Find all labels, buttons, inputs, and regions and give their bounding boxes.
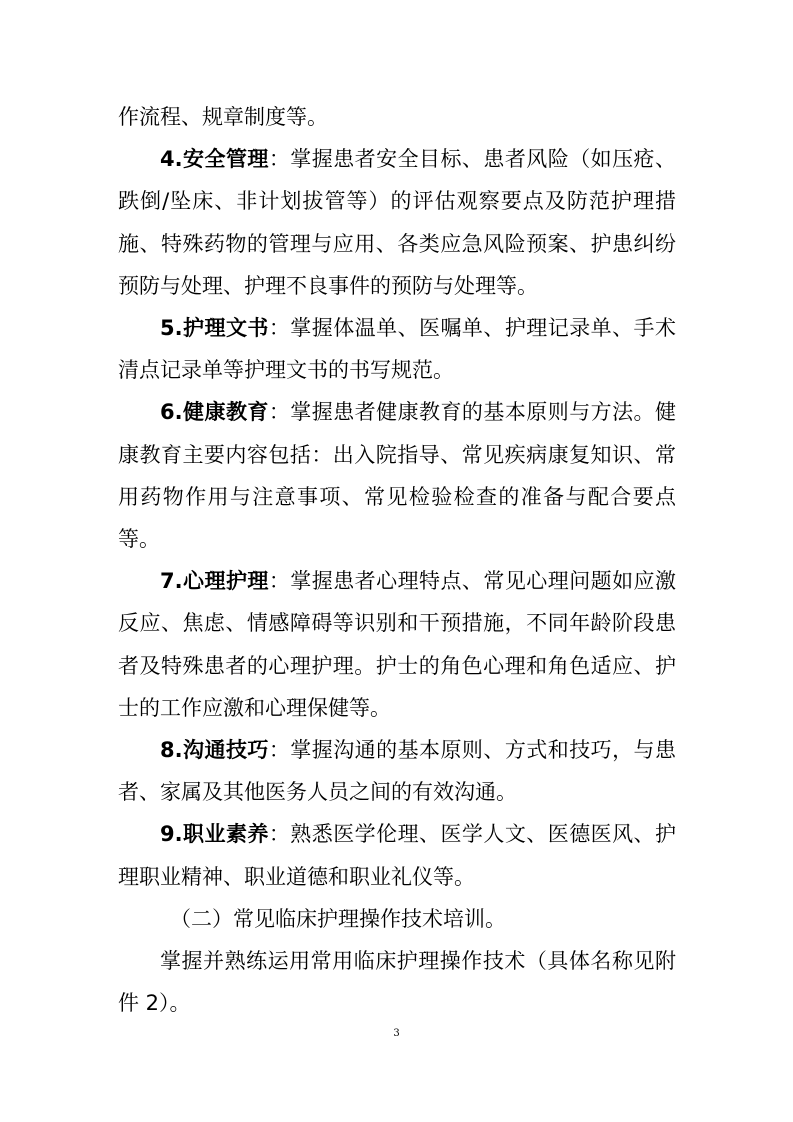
paragraph-text: ：掌握患者心理特点、常见心理问题如应激反应、焦虑、情感障碍等识别和干预措施，不同年龄阶段患者及特殊患者的心理护理。护士的角色心理和角色适应、护士的工作应激和心理保健等。 bbox=[118, 569, 677, 720]
paragraph-nursing-documents bbox=[118, 307, 676, 391]
section-heading: 4.安全管理 bbox=[160, 147, 269, 172]
paragraph-communication-skills bbox=[118, 729, 676, 813]
section-heading: 7.心理护理 bbox=[160, 569, 269, 594]
paragraph-text: （二）常见临床护理操作技术培训。 bbox=[170, 906, 506, 931]
paragraph-text: ：掌握患者健康教育的基本原则与方法。健康教育主要内容包括：出入院指导、常见疾病康复知识、常用药物作用与注意事项、常见检验检查的准备与配合要点等。 bbox=[118, 400, 677, 552]
section-heading: 6.健康教育 bbox=[160, 400, 269, 425]
paragraph-text: ：掌握沟通的基本原则、方式和技巧，与患者、家属及其他医务人员之间的有效沟通。 bbox=[118, 738, 677, 805]
paragraph-professional-quality bbox=[118, 813, 676, 897]
paragraph-psychological-nursing bbox=[118, 560, 676, 729]
paragraph-operation-skills bbox=[118, 940, 676, 1024]
document-body bbox=[118, 96, 676, 1024]
paragraph-health-education bbox=[118, 391, 676, 560]
paragraph-text: 掌握并熟练运用常用临床护理操作技术（具体名称见附件 2）。 bbox=[118, 949, 676, 1016]
paragraph-text: ：熟悉医学伦理、医学人文、医德医风、护理职业精神、职业道德和职业礼仪等。 bbox=[118, 822, 677, 889]
paragraph-safety-management bbox=[118, 138, 676, 307]
paragraph-text: ：掌握患者安全目标、患者风险（如压疮、跌倒/坠床、非计划拔管等）的评估观察要点及防范护理措施、特殊药物的管理与应用、各类应急风险预案、护患纠纷预防与处理、护理不良事件的预防与处理等。 bbox=[118, 147, 677, 298]
section-heading: 5.护理文书 bbox=[160, 316, 269, 341]
paragraph-continuation bbox=[118, 96, 676, 138]
subsection-title bbox=[118, 898, 676, 940]
paragraph-text: ：掌握体温单、医嘱单、护理记录单、手术清点记录单等护理文书的书写规范。 bbox=[118, 316, 677, 383]
section-heading: 9.职业素养 bbox=[160, 822, 269, 847]
paragraph-text: 作流程、规章制度等。 bbox=[118, 105, 328, 129]
page-number: 3 bbox=[393, 1028, 400, 1039]
section-heading: 8.沟通技巧 bbox=[160, 738, 269, 763]
